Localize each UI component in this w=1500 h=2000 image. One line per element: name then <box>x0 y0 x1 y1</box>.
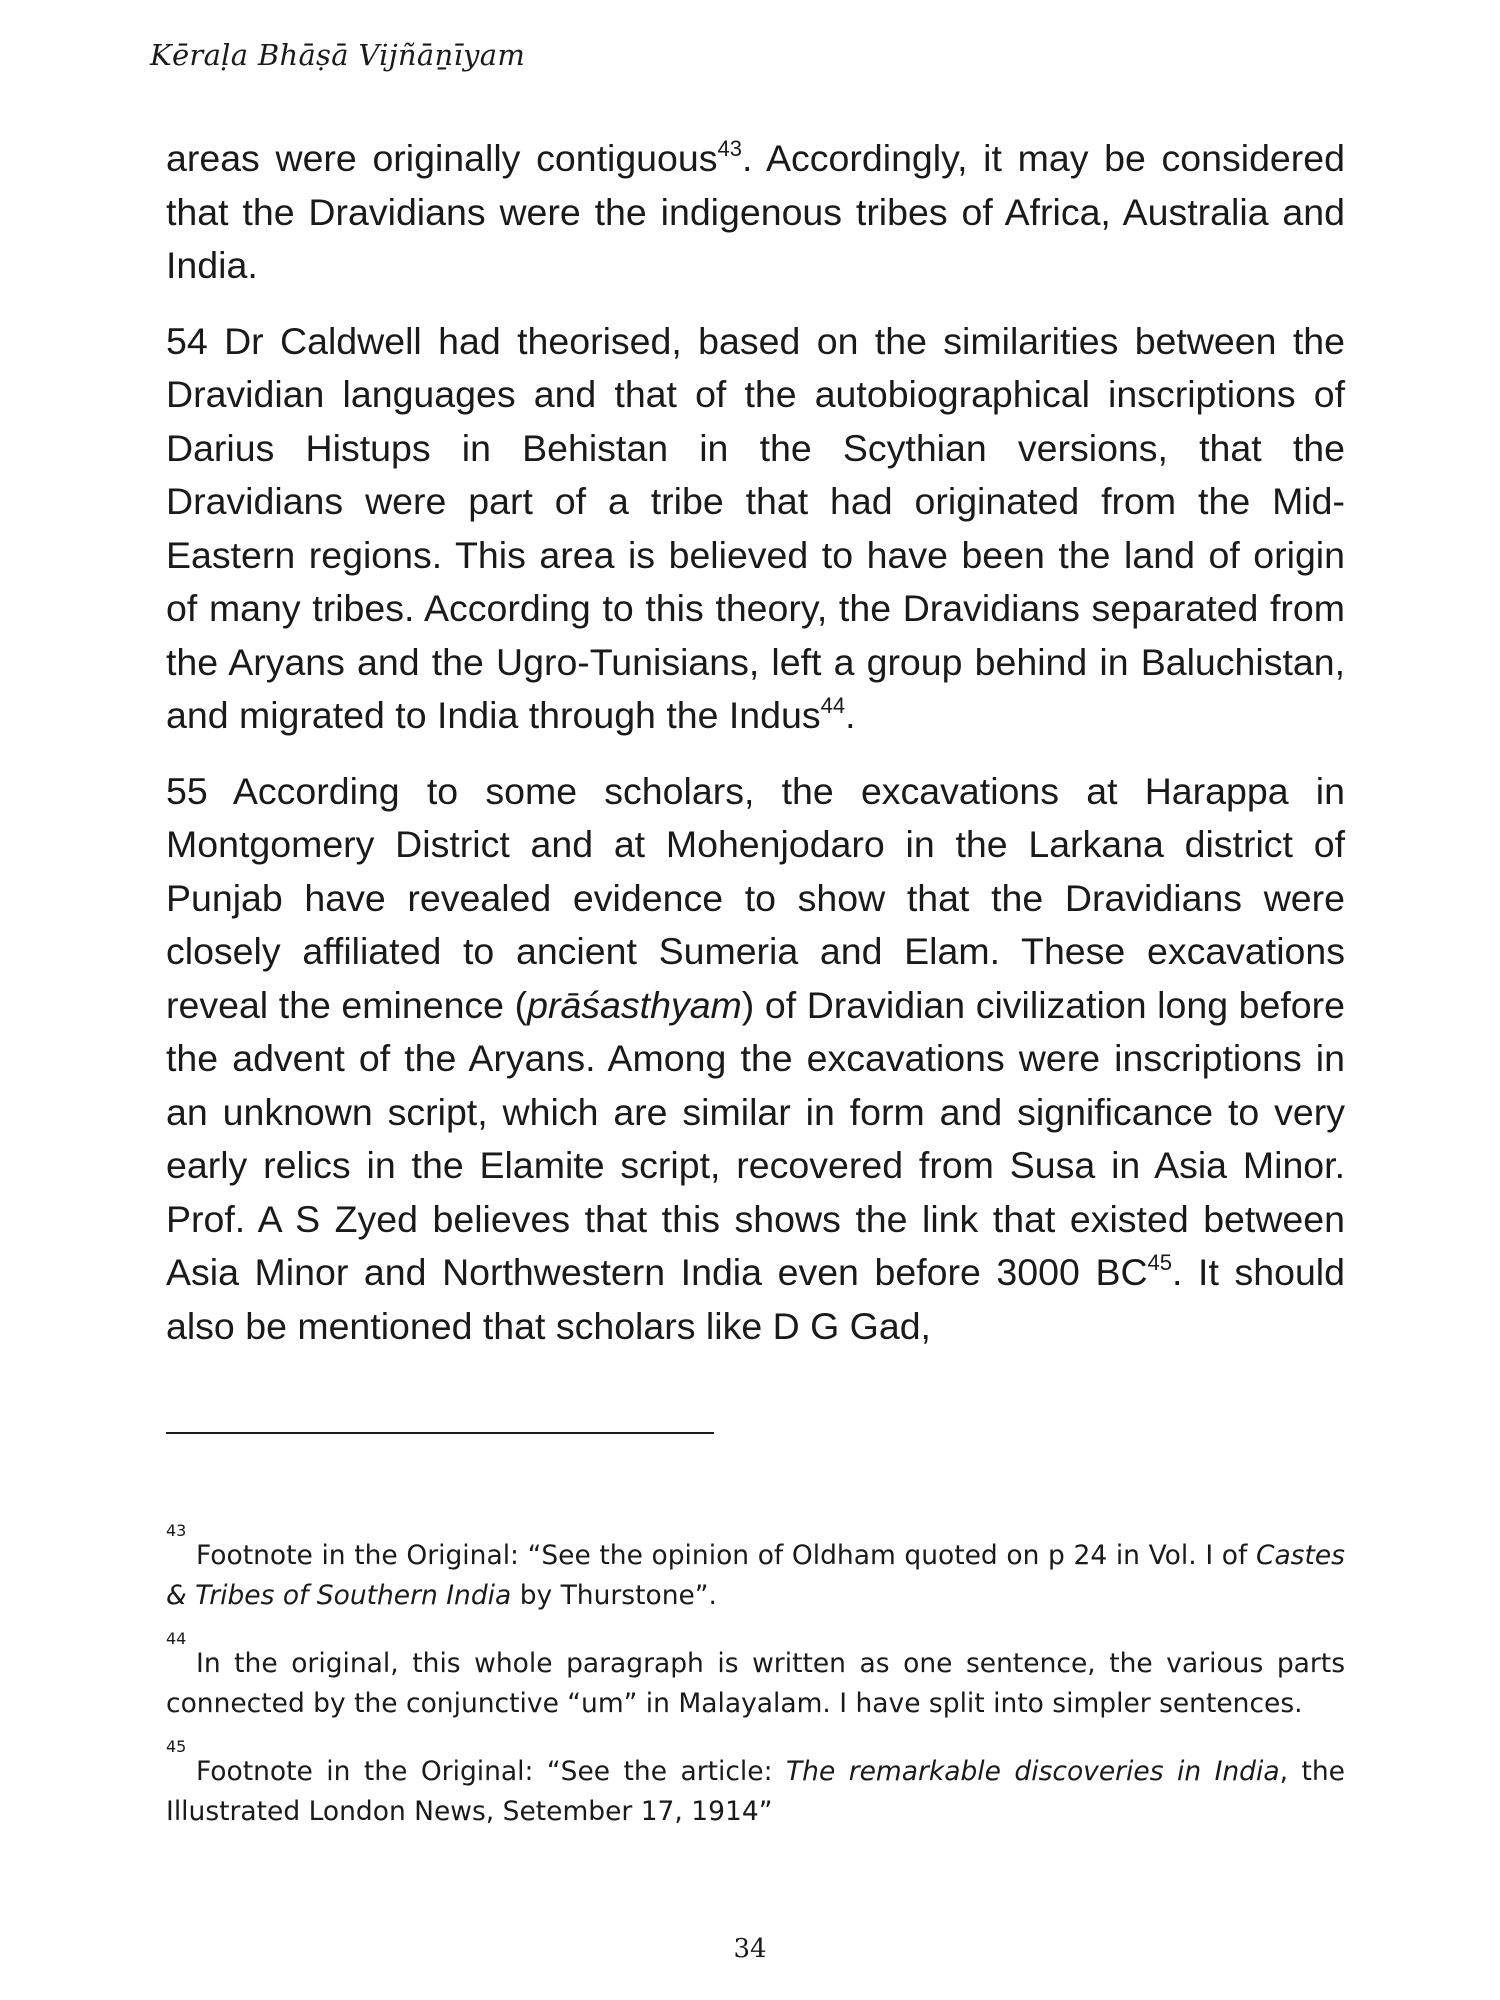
footnote-italic-title: The remarkable discoveries in India <box>785 1756 1280 1787</box>
paragraph-55 <box>166 765 1345 1354</box>
paragraph-continued <box>166 132 1345 293</box>
footnote-text: Footnote in the Original: “See the opinion of Oldham quoted on p 24 in Vol. I of <box>196 1540 1256 1571</box>
paragraph-text: . It should also be mentioned that scholars like D G Gad, <box>166 1251 1345 1347</box>
footnote-text: , the Illustrated London News, Setember 17, 1914” <box>166 1756 1345 1827</box>
paragraph-text: 55 According to some scholars, the excavations at Harappa in Montgomery District and at Mohenjodaro in the Larkana district of Punjab have revealed evidence to show that the Dravidians were closely affiliated to ancient Sumeria and Elam. These excavations reveal the eminence ( <box>166 769 1345 1026</box>
footnote-marker: 43 <box>166 1521 187 1540</box>
footnotes-section <box>166 1522 1345 1846</box>
footnote-ref-45[interactable]: 45 <box>1147 1250 1173 1275</box>
footnote-ref-44[interactable]: 44 <box>820 693 846 718</box>
footnote-italic-title: Castes & Tribes of Southern India <box>166 1540 1345 1611</box>
footnote-marker: 45 <box>166 1737 187 1756</box>
footnote-text: Footnote in the Original: “See the article: <box>196 1756 786 1787</box>
paragraph-text: 54 Dr Caldwell had theorised, based on the similarities between the Dravidian languages and that of the autobiographical inscriptions of Darius Histups in Behistan in the Scythian versions, that the Dravidians were part of a tribe that had originated from the Mid-Eastern regions. This area is believed to have been the land of origin of many tribes. According to this theory, the Dravidians separated from the Aryans and the Ugro-Tunisians, left a group behind in Baluchistan, and migrated to India through the Indus <box>166 319 1345 736</box>
running-header-title: Kēraḷa Bhāṣā Vijñāṉīyam <box>150 38 526 72</box>
footnote-44 <box>166 1630 1345 1724</box>
footnote-ref-43[interactable]: 43 <box>717 136 742 161</box>
footnote-text: by Thurstone”. <box>511 1580 717 1611</box>
paragraph-text: areas were originally contiguous <box>166 137 718 179</box>
footnote-marker: 44 <box>166 1629 187 1648</box>
footnote-text: In the original, this whole paragraph is written as one sentence, the various parts connected by the conjunctive “um” in Malayalam. I have split into simpler sentences. <box>166 1648 1345 1719</box>
paragraph-text: ) of Dravidian civilization long before the advent of the Aryans. Among the excavations were inscriptions in an unknown script, which are similar in form and significance to very early relics in the Elamite script, recovered from Susa in Asia Minor. Prof. A S Zyed believes that this shows the link that existed between Asia Minor and Northwestern India even before 3000 BC <box>166 983 1345 1293</box>
paragraph-54 <box>166 315 1345 743</box>
paragraph-text: . <box>845 694 856 736</box>
footnote-45 <box>166 1738 1345 1832</box>
page-number: 34 <box>733 1934 767 1964</box>
italic-term: prāśasthyam <box>527 983 742 1026</box>
footnote-divider <box>166 1432 714 1434</box>
paragraph-text: . Accordingly, it may be considered that the Dravidians were the indigenous tribes of Africa, Australia and India. <box>166 137 1345 286</box>
footnote-43 <box>166 1522 1345 1616</box>
main-text <box>166 132 1345 1375</box>
